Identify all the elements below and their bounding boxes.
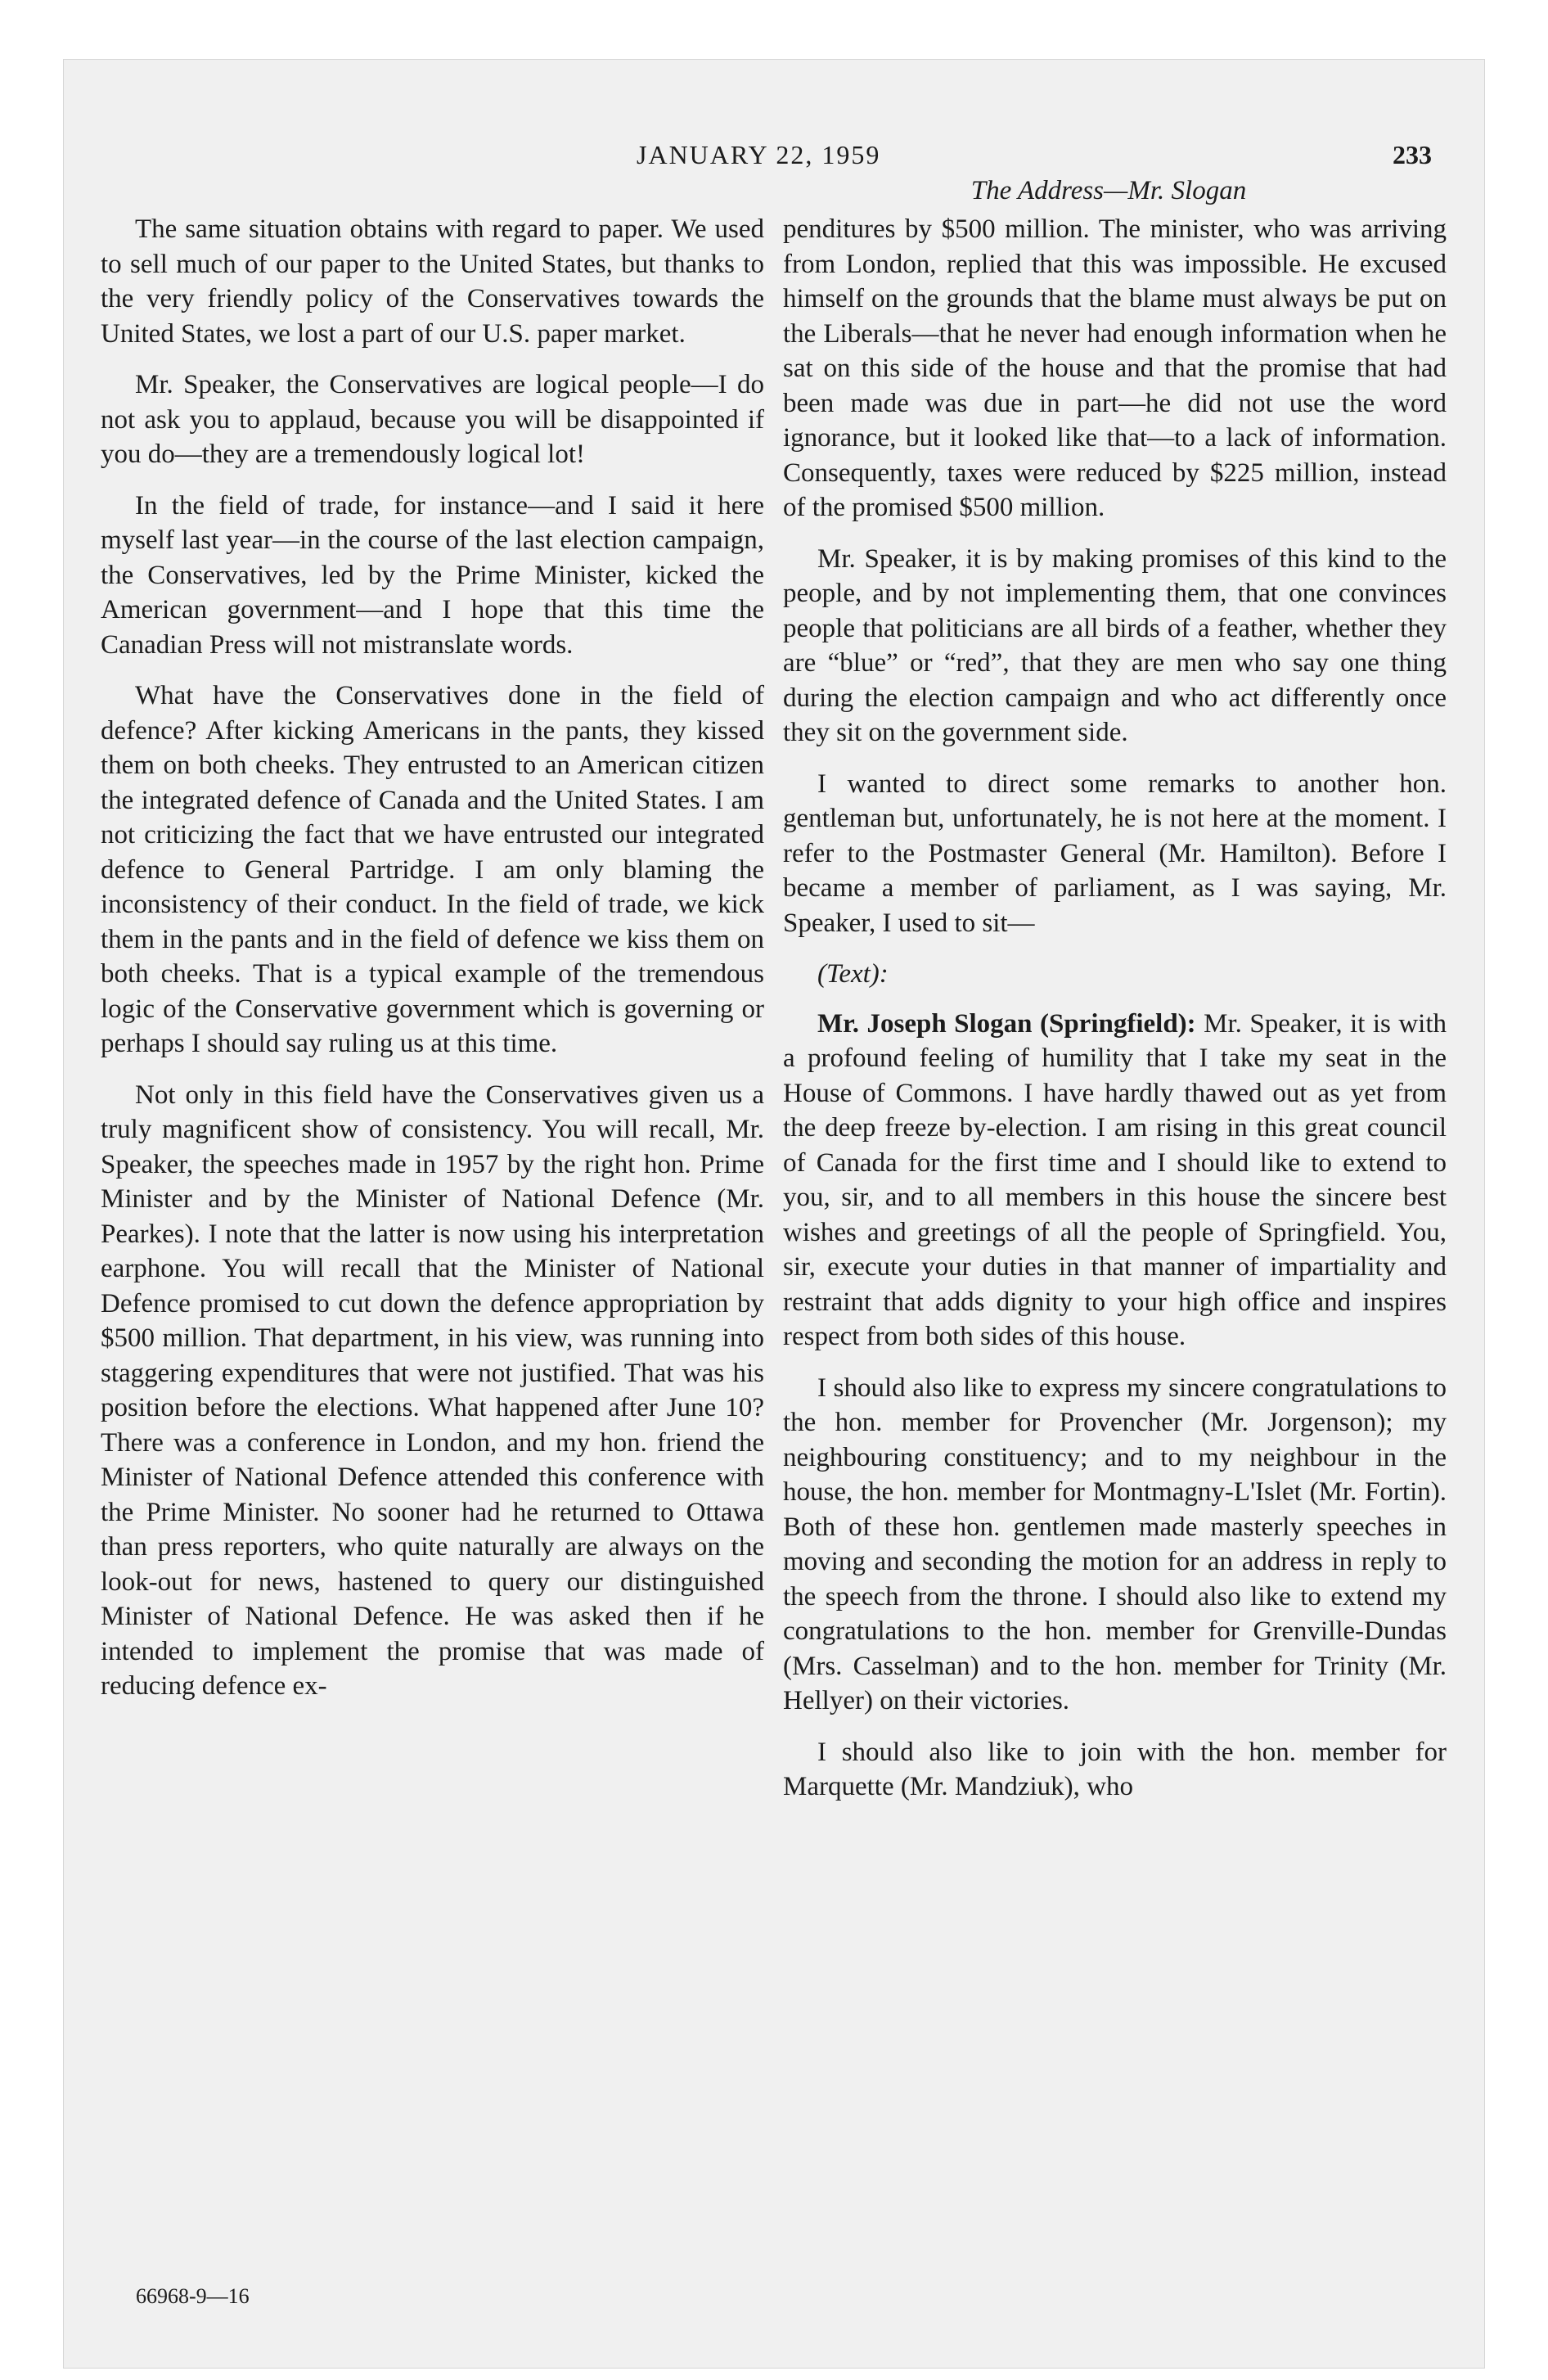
paragraph: penditures by $500 million. The minister, who was arriving from London, replied that this was impossible. He excused himself on the grounds that the blame must always be put on the Liberals—that he never had enough information when he sat on this side of the house and that the promise that had been made was due in part—he did not use the word ignorance, but it looked like that—to a lack of information. Consequently, taxes were reduced by $225 million, instead of the promised $500 million. — [783, 214, 1447, 522]
left-column — [101, 212, 764, 1720]
paragraph: The same situation obtains with regard to paper. We used to sell much of our paper to the United States, but thanks to the very friendly policy of the Conservatives towards the United States, we lost a part of our U.S. paper market. — [101, 214, 764, 349]
page-number: 233 — [1393, 140, 1432, 169]
right-column — [783, 212, 1447, 1821]
footer-code: 66968-9—16 — [136, 2284, 250, 2308]
page-date: JANUARY 22, 1959 — [637, 140, 881, 169]
speaker-paragraph — [783, 1007, 1447, 1355]
speaker-name: Mr. Joseph Slogan (Springfield): — [817, 1008, 1196, 1039]
paragraph: Mr. Speaker, the Conservatives are logical people—I do not ask you to applaud, because you will be disappointed if you do—they are a tremendously logical lot! — [101, 370, 764, 469]
running-head: The Address—Mr. Slogan — [970, 176, 1247, 205]
paragraph: I should also like to join with the hon. member for Marquette (Mr. Mandziuk), who — [783, 1737, 1447, 1801]
hansard-page — [63, 59, 1485, 2369]
speech-text: Mr. Speaker, it is with a profound feeling of humility that I take my seat in the House of Commons. I have hardly thawed out as yet from the deep freeze by-election. I am rising in this great council of Canada for the first time and I should like to extend to you, sir, and to all members in this house the sincere best wishes and greetings of all the people of Springfield. You, sir, execute your duties in that manner of impartiality and restraint that adds dignity to your high office and inspires respect from both sides of this house. — [783, 1008, 1447, 1351]
paragraph: I wanted to direct some remarks to another hon. gentleman but, unfortunately, he is not here at the moment. I refer to the Postmaster General (Mr. Hamilton). Before I became a member of parliament, as I was saying, Mr. Speaker, I used to sit— — [783, 769, 1447, 938]
paragraph: What have the Conservatives done in the field of defence? After kicking Americans in the pants, they kissed them on both cheeks. They entrusted to an American citizen the integrated defence of Canada and the United States. I am not criticizing the fact that we have entrusted our integrated defence to General Partridge. I am only blaming the inconsistency of their conduct. In the field of trade, we kick them in the pants and in the field of defence we kiss them on both cheeks. That is a typical example of the tremendous logic of the Conservative government which is governing or perhaps I should say ruling us at this time. — [101, 681, 764, 1058]
text-label: (Text): — [817, 959, 889, 989]
paragraph: I should also like to express my sincere congratulations to the hon. member for Provencher (Mr. Jorgenson); my neighbouring constituency; and to my neighbour in the house, the hon. member for Montmagny-L'Islet (Mr. Fortin). Both of these hon. gentlemen made masterly speeches in moving and seconding the motion for an address in reply to the speech from the throne. I should also like to extend my congratulations to the hon. member for Grenville-Dundas (Mrs. Casselman) and to the hon. member for Trinity (Mr. Hellyer) on their victories. — [783, 1373, 1447, 1715]
paragraph: Mr. Speaker, it is by making promises of this kind to the people, and by not implementing them, that one convinces people that politicians are all birds of a feather, whether they are “blue” or “red”, that they are men who say one thing during the election campaign and who act differently once they sit on the government side. — [783, 543, 1447, 747]
paragraph: Not only in this field have the Conservatives given us a truly magnificent show of consistency. You will recall, Mr. Speaker, the speeches made in 1957 by the right hon. Prime Minister and by the Minister of National Defence (Mr. Pearkes). I note that the latter is now using his interpretation earphone. You will recall that the Minister of National Defence promised to cut down the defence appropriation by $500 million. That department, in his view, was running into staggering expenditures that were not justified. That was his position before the elections. What happened after June 10? There was a conference in London, and my hon. friend the Minister of National Defence attended this conference with the Prime Minister. No sooner had he returned to Ottawa than press reporters, who quite naturally are always on the look-out for news, hastened to query our distinguished Minister of National Defence. He was asked then if he intended to implement the promise that was made of reducing defence ex- — [101, 1080, 764, 1701]
paragraph: In the field of trade, for instance—and I said it here myself last year—in the course of the last election campaign, the Conservatives, led by the Prime Minister, kicked the American government—and I hope that this time the Canadian Press will not mistranslate words. — [101, 490, 764, 660]
